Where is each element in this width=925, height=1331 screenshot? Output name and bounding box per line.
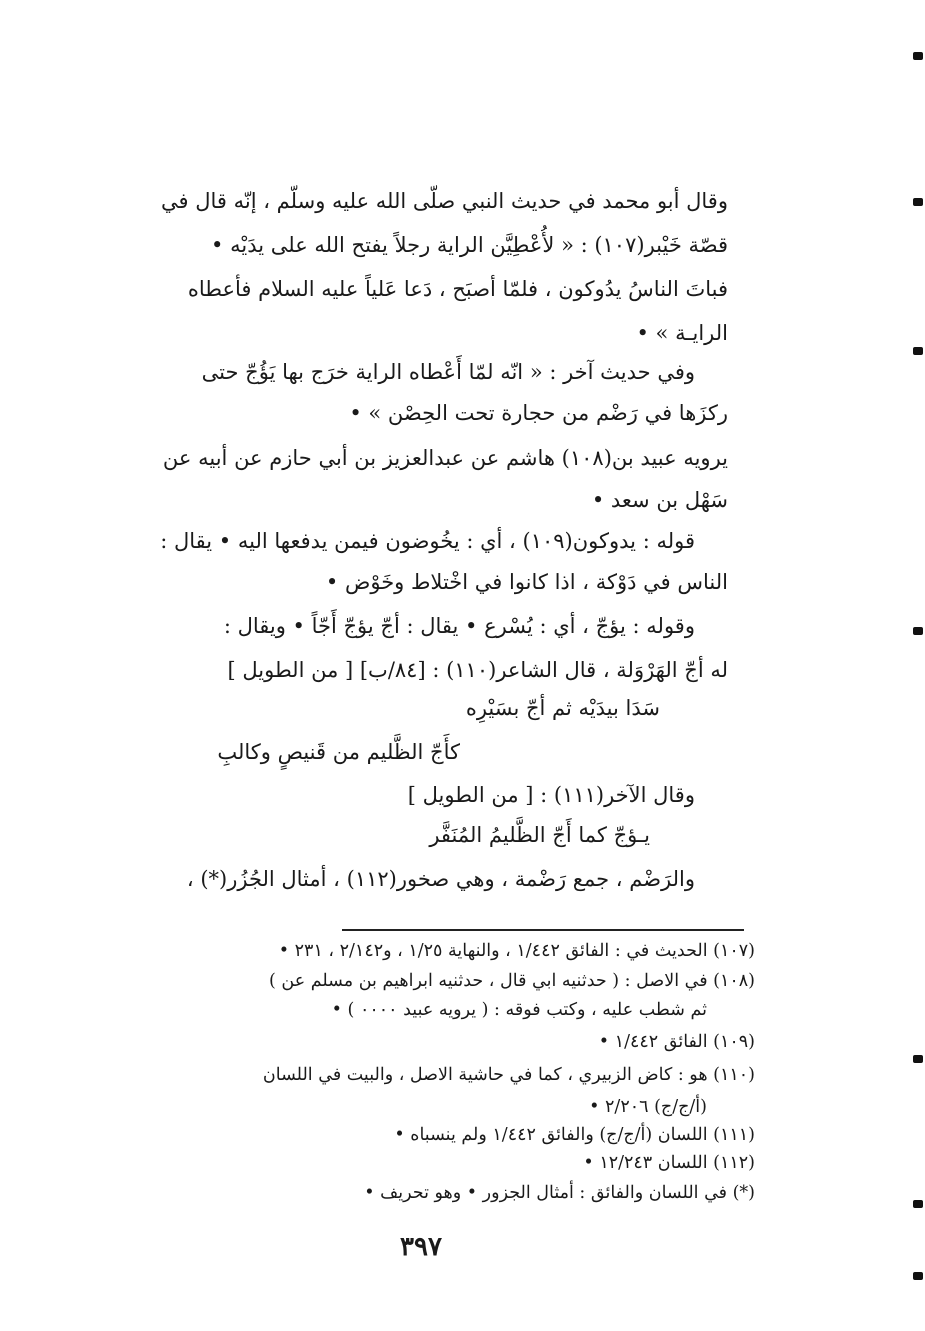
verse-line: يـؤجّ كما أَجّ الظَّليمُ المُنَفَّر xyxy=(429,823,650,847)
page-number: ٣٩٧ xyxy=(400,1232,442,1262)
footnote: (١٠٩) الفائق ١/٤٤٢ • xyxy=(598,1032,755,1052)
scan-edge-mark xyxy=(913,1200,923,1208)
text-line: والرَضْم ، جمع رَضْمة ، وهي صخور(١١٢) ، أمثال الجُزُر(*) ، xyxy=(186,867,695,891)
footnote: (أ/ج/ج) ٢/٢٠٦ • xyxy=(589,1097,707,1117)
footnote: (١٠٨) في الاصل : ( حدثنيه ابي قال ، حدثنيه ابراهيم بن مسلم عن ) xyxy=(269,971,755,991)
footnote: (*) في اللسان والفائق : أمثال الجزور • وهو تحريف • xyxy=(364,1183,755,1203)
scan-edge-mark xyxy=(913,52,923,60)
verse-line: سَدَا بيدَيْه ثم أجّ بسَيْرِه xyxy=(465,696,660,720)
verse-line: كأَجّ الظَّليم من قَنيصٍ وكالبِ xyxy=(217,740,460,764)
footnote-separator xyxy=(342,929,744,931)
text-line: الرايـة » • xyxy=(636,321,728,345)
text-line: سَهْل بن سعد • xyxy=(591,488,728,512)
scan-edge-mark xyxy=(913,198,923,206)
scan-edge-mark xyxy=(913,1055,923,1063)
scan-edge-mark xyxy=(913,627,923,635)
text-line: وقال الآخر(١١١) : [ من الطويل ] xyxy=(407,783,695,807)
footnote: (١٠٧) الحديث في : الفائق ١/٤٤٢ ، والنهاية ١/٢٥ ، و٢/١٤٢ ، ٢٣١ • xyxy=(278,941,755,961)
footnote: (١١١) اللسان (أ/ج/ج) والفائق ١/٤٤٢ ولم ينسباه • xyxy=(394,1125,755,1145)
text-line: قصّة خَيْبر(١٠٧) : « لأُعْطِيَّن الراية رجلاً يفتح الله على يدَيْه • xyxy=(211,233,728,257)
footnote: (١١٢) اللسان ١٢/٢٤٣ • xyxy=(583,1153,755,1173)
text-line: يرويه عبيد بن(١٠٨) هاشم عن عبدالعزيز بن أبي حازم عن أبيه عن xyxy=(162,446,728,470)
text-line: ركزَها في رَضْم من حجارة تحت الحِصْن » • xyxy=(349,401,728,425)
text-line: وفي حديث آخر : « انّه لمّا أَعْطاه الراية خرَج بها يَؤُجّ حتى xyxy=(201,360,695,384)
footnote: (١١٠) هو : كاض الزبيري ، كما في حاشية الاصل ، والبيت في اللسان xyxy=(262,1065,755,1085)
footnote: ثم شطب عليه ، وكتب فوقه : ( يرويه عبيد ٠٠٠٠ ) • xyxy=(331,1000,707,1020)
text-line: قوله : يدوكون(١٠٩) ، أي : يخُوضون فيمن يدفعها اليه • يقال : xyxy=(160,529,695,553)
text-line: وقوله : يؤجّ ، أي : يُسْرع • يقال : أجّ يؤجّ أَجّاً • ويقال : xyxy=(223,614,695,638)
text-line: له أجّ الهَرْوَلة ، قال الشاعر(١١٠) : [٨٤/ب] [ من الطويل ] xyxy=(227,658,728,682)
text-line: الناس في دَوْكة ، اذا كانوا في اخْتلاط وخَوْض • xyxy=(325,570,728,594)
scan-edge-mark xyxy=(913,1272,923,1280)
scan-edge-mark xyxy=(913,347,923,355)
text-line: وقال أبو محمد في حديث النبي صلّى الله عليه وسلّم ، إنّه قال في xyxy=(161,189,728,213)
text-line: فباتَ الناسُ يدُوكون ، فلمّا أصبَح ، دَعا عَلياً عليه السلام فأعطاه xyxy=(187,277,728,301)
